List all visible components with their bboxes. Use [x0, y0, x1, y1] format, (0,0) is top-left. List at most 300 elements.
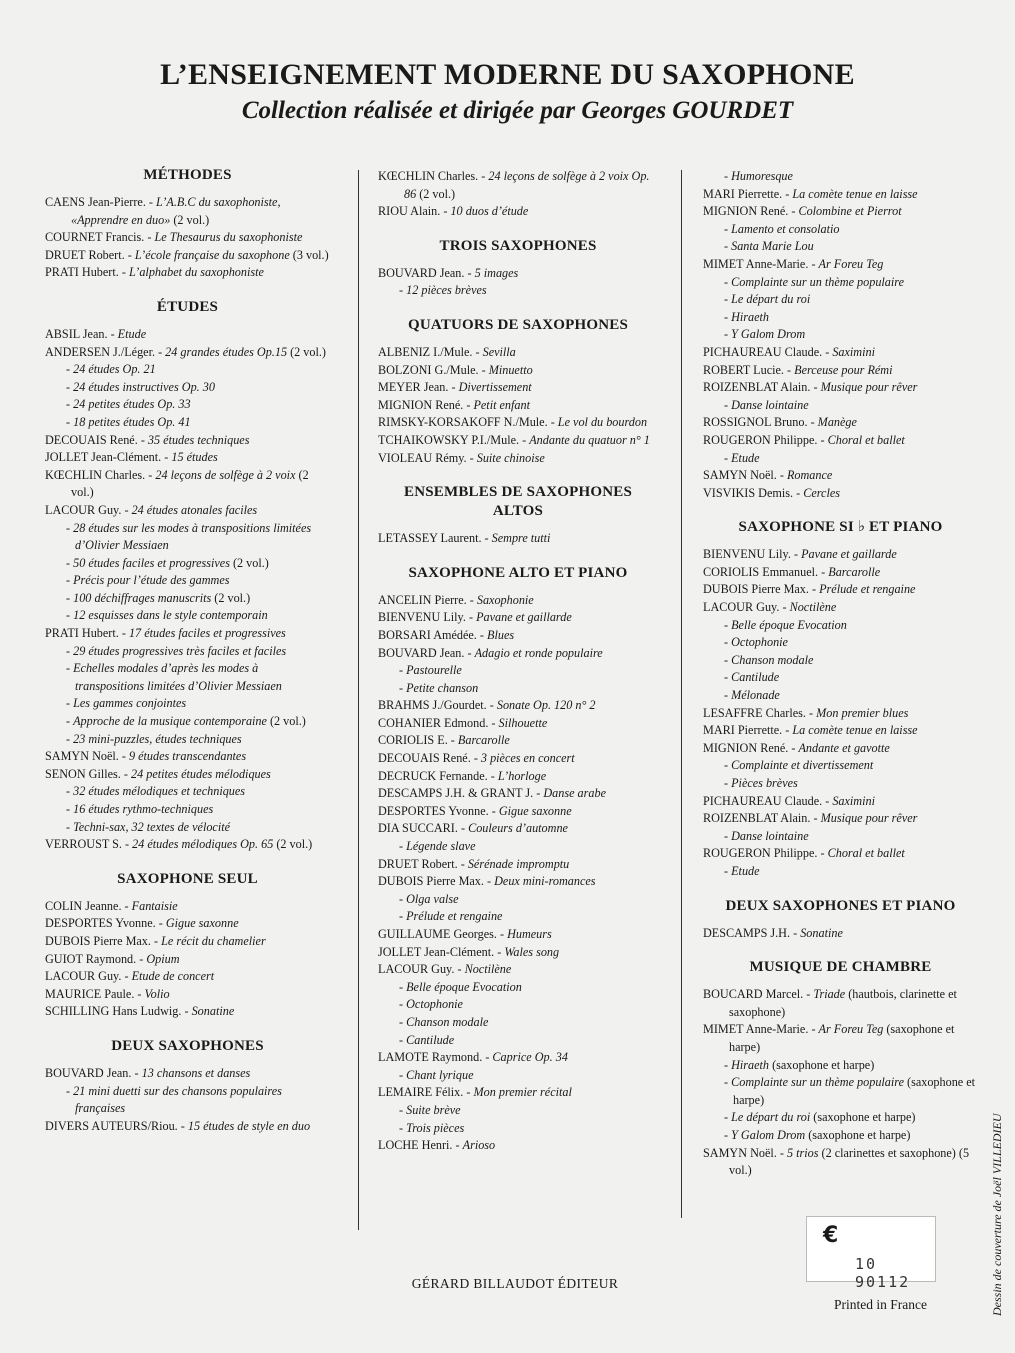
- composer-name: KŒCHLIN Charles.: [378, 169, 479, 183]
- catalog-subentry: - 23 mini-puzzles, études techniques: [66, 731, 242, 746]
- volume-note: (2 vol.): [276, 837, 313, 852]
- catalog-entry: ANCELIN Pierre. - Saxophonie: [378, 592, 534, 607]
- work-title: Petite chanson: [406, 680, 479, 695]
- catalog-entry: LACOUR Guy. - Noctilène: [378, 962, 512, 977]
- work-title: 24 études mélodiques Op. 65: [132, 837, 274, 852]
- composer-name: SAMYN Noël.: [703, 468, 777, 483]
- work-title: Gigue saxonne: [165, 916, 239, 931]
- work-title: L’A.B.C du saxophoniste, «Apprendre en duo»: [71, 195, 281, 227]
- composer-name: DUBOIS Pierre Max.: [703, 582, 809, 597]
- work-title: 24 grandes études Op.15: [165, 344, 288, 359]
- catalog-entry: SENON Gilles. - 24 petites études mélodiques: [45, 766, 271, 781]
- work-title: Noctilène: [464, 962, 512, 977]
- work-title: Chanson modale: [731, 652, 814, 667]
- composer-name: ANCELIN Pierre.: [378, 592, 467, 607]
- work-title: Hiraeth: [731, 1057, 770, 1072]
- catalog-subentry: - Chanson modale: [724, 652, 814, 667]
- work-title: Etude de concert: [131, 969, 215, 984]
- work-title: Le Thesaurus du saxophoniste: [154, 230, 303, 245]
- work-title: Choral et ballet: [827, 432, 905, 447]
- work-title: Hiraeth: [731, 309, 770, 324]
- work-title: Suite brève: [406, 1102, 461, 1117]
- work-title: Santa Marie Lou: [731, 239, 814, 254]
- catalog-entry: PICHAUREAU Claude. - Saximini: [703, 793, 875, 808]
- work-title: Sonatine: [191, 1004, 235, 1019]
- section-heading: ÉTUDES: [156, 298, 219, 315]
- composer-name: MEYER Jean.: [378, 380, 449, 395]
- work-title: 9 études transcendantes: [128, 749, 247, 764]
- work-title: Le départ du roi: [731, 292, 811, 307]
- composer-name: LACOUR Guy.: [45, 502, 122, 517]
- section-heading: SAXOPHONE SI ♭ ET PIANO: [738, 519, 943, 536]
- volume-note: (saxophone et harpe): [733, 1075, 976, 1107]
- work-title: 5 trios: [786, 1145, 819, 1160]
- catalog-entry: MIMET Anne-Marie. - Ar Foreu Teg: [703, 256, 884, 271]
- composer-name: DUBOIS Pierre Max.: [45, 933, 151, 948]
- work-title: Noctilène: [789, 600, 837, 615]
- composer-name: DUBOIS Pierre Max.: [378, 874, 484, 889]
- catalog-entry: COURNET Francis. - Le Thesaurus du saxophoniste: [45, 230, 303, 245]
- catalog-subentry: - 12 pièces brèves: [399, 283, 487, 298]
- composer-name: DRUET Robert.: [45, 247, 125, 262]
- work-title: 24 études instructives Op. 30: [73, 379, 215, 394]
- catalog-entry: MEYER Jean. - Divertissement: [378, 380, 532, 395]
- work-title: Andante du quatuor n° 1: [529, 432, 650, 447]
- composer-name: DRUET Robert.: [378, 856, 458, 871]
- work-title: 18 petites études Op. 41: [73, 414, 191, 429]
- catalog-entry: MIGNION René. - Colombine et Pierrot: [703, 204, 902, 219]
- catalog-entry: MAURICE Paule. - Volio: [45, 986, 170, 1001]
- composer-name: LETASSEY Laurent.: [378, 531, 482, 546]
- work-title: Pavane et gaillarde: [476, 610, 572, 625]
- volume-note: (2 clarinettes et saxophone) (5 vol.): [729, 1145, 970, 1178]
- work-title: Complainte sur un thème populaire: [731, 1075, 904, 1090]
- catalog-subentry: - Complainte sur un thème populaire: [724, 274, 904, 289]
- catalog-entry: DRUET Robert. - Sérénade impromptu: [378, 856, 570, 871]
- work-title: Sonatine: [800, 925, 843, 940]
- work-title: Fantaisie: [131, 898, 178, 913]
- composer-name: MARI Pierrette.: [703, 723, 783, 738]
- section-heading: QUATUORS DE SAXOPHONES: [408, 316, 628, 333]
- euro-symbol: €: [823, 1223, 839, 1248]
- catalog-subentry: - Techni-sax, 32 textes de vélocité: [66, 819, 231, 834]
- volume-note: (2 vol.): [214, 590, 251, 605]
- composer-name: LACOUR Guy.: [45, 969, 122, 984]
- catalog-subentry: - Précis pour l’étude des gammes: [66, 573, 230, 588]
- composer-name: PRATI Hubert.: [45, 626, 119, 641]
- composer-name: VERROUST S.: [45, 837, 122, 852]
- section-heading: TROIS SAXOPHONES: [439, 237, 597, 254]
- catalog-entry: BOUVARD Jean. - 13 chansons et danses: [45, 1065, 251, 1080]
- work-title: Techni-sax, 32 textes de vélocité: [73, 819, 231, 834]
- catalog-entry: VERROUST S. - 24 études mélodiques Op. 65 (2 vol.): [45, 837, 313, 852]
- work-title: Colombine et Pierrot: [798, 204, 902, 219]
- work-title: 12 pièces brèves: [406, 283, 487, 298]
- page-title: L’ENSEIGNEMENT MODERNE DU SAXOPHONE: [160, 58, 855, 91]
- catalog-entry: COLIN Jeanne. - Fantaisie: [45, 898, 178, 913]
- catalog-subentry: - Olga valse: [399, 891, 459, 906]
- catalog-entry: LETASSEY Laurent. - Sempre tutti: [378, 531, 551, 546]
- composer-name: MIGNION René.: [703, 740, 789, 755]
- catalog-subentry: - Le départ du roi: [724, 292, 811, 307]
- catalog-subentry: - Y Galom Drom (saxophone et harpe): [724, 1127, 911, 1142]
- catalog-entry: COHANIER Edmond. - Silhouette: [378, 715, 548, 730]
- work-title: Danse lointaine: [731, 397, 809, 412]
- work-title: Adagio et ronde populaire: [474, 645, 603, 660]
- section-heading: DEUX SAXOPHONES ET PIANO: [725, 897, 956, 914]
- catalog-subentry: - Etude: [724, 863, 760, 878]
- work-title: Caprice Op. 34: [492, 1050, 568, 1065]
- catalog-entry: ROUGERON Philippe. - Choral et ballet: [703, 846, 905, 861]
- work-title: Gigue saxonne: [498, 803, 572, 818]
- volume-note: (2 vol.): [71, 467, 309, 500]
- work-title: Y Galom Drom: [731, 1127, 806, 1142]
- work-title: 15 études de style en duo: [187, 1118, 311, 1133]
- catalog-subentry: - Belle époque Evocation: [724, 617, 847, 632]
- composer-name: DECOUAIS René.: [378, 751, 471, 766]
- work-title: Mélonade: [731, 688, 780, 703]
- catalog-entry: DIVERS AUTEURS/Riou. - 15 études de style en duo: [45, 1118, 311, 1133]
- composer-name: PRATI Hubert.: [45, 265, 119, 280]
- composer-name: BOUVARD Jean.: [378, 645, 465, 660]
- catalog-entry: ALBENIZ I./Mule. - Sevilla: [378, 344, 516, 359]
- work-title: La comète tenue en laisse: [792, 186, 918, 201]
- work-title: Etude: [731, 863, 760, 878]
- catalog-entry: GUIOT Raymond. - Opium: [45, 951, 180, 966]
- catalog-entry: MARI Pierrette. - La comète tenue en laisse: [703, 723, 918, 738]
- work-title: 23 mini-puzzles, études techniques: [73, 731, 242, 746]
- catalog-entry: BIENVENU Lily. - Pavane et gaillarde: [703, 547, 897, 562]
- work-title: Précis pour l’étude des gammes: [73, 573, 230, 588]
- printed-in: Printed in France: [834, 1297, 927, 1312]
- catalog-subentry: - 29 études progressives très faciles et faciles: [66, 643, 287, 658]
- catalog-subentry: - Humoresque: [724, 169, 793, 183]
- volume-note: (saxophone et harpe): [772, 1057, 875, 1072]
- composer-name: DECOUAIS René.: [45, 432, 138, 447]
- composer-name: DECRUCK Fernande.: [378, 768, 488, 783]
- work-title: 24 leçons de solfège à 2 voix Op. 86: [404, 169, 650, 201]
- work-title: L’horloge: [497, 768, 547, 783]
- composer-name: ANDERSEN J./Léger.: [45, 344, 156, 359]
- catalog-entry: BRAHMS J./Gourdet. - Sonate Op. 120 n° 2: [378, 698, 596, 713]
- catalog-subentry: - Pièces brèves: [724, 776, 798, 790]
- catalog-entry: JOLLET Jean-Clément. - 15 études: [45, 450, 218, 465]
- composer-name: MIMET Anne-Marie.: [703, 1022, 809, 1037]
- catalog-subentry: - 24 petites études Op. 33: [66, 397, 191, 412]
- catalog-entry: GUILLAUME Georges. - Humeurs: [378, 927, 552, 941]
- catalog-entry: DUBOIS Pierre Max. - Le récit du chamelier: [45, 933, 266, 948]
- volume-note: (2 vol.): [419, 186, 456, 201]
- work-title: Approche de la musique contemporaine: [73, 714, 267, 729]
- catalog-subentry: - Danse lointaine: [724, 397, 809, 412]
- composer-name: RIOU Alain.: [378, 204, 441, 219]
- catalog-subentry: - Belle époque Evocation: [399, 979, 522, 994]
- work-title: Complainte sur un thème populaire: [731, 274, 904, 289]
- section-heading: SAXOPHONE SEUL: [117, 870, 258, 887]
- catalog-entry: RIOU Alain. - 10 duos d’étude: [378, 204, 529, 219]
- work-title: 35 études techniques: [147, 432, 250, 447]
- catalog-entry: PRATI Hubert. - L’alphabet du saxophoniste: [45, 265, 264, 280]
- cover-credit: Dessin de couverture de Joël VILLEDIEU: [990, 1113, 1004, 1316]
- work-title: Sempre tutti: [491, 531, 551, 546]
- work-title: 5 images: [474, 265, 519, 280]
- work-title: Olga valse: [406, 891, 459, 906]
- composer-name: CORIOLIS Emmanuel.: [703, 564, 819, 579]
- catalog-entry: PRATI Hubert. - 17 études faciles et progressives: [45, 626, 286, 641]
- catalog-entry: DRUET Robert. - L’école française du saxophone (3 vol.): [45, 247, 329, 262]
- work-title: Blues: [487, 627, 515, 642]
- catalog-entry: DESCAMPS J.H. & GRANT J. - Danse arabe: [378, 786, 606, 801]
- work-title: Triade: [813, 987, 846, 1002]
- work-title: 21 mini duetti sur des chansons populaires françaises: [73, 1083, 282, 1116]
- composer-name: DIA SUCCARI.: [378, 821, 458, 836]
- work-title: 24 petites études mélodiques: [131, 766, 271, 781]
- work-title: Octophonie: [731, 635, 788, 650]
- work-title: Y Galom Drom: [731, 327, 806, 342]
- work-title: Saximini: [832, 344, 875, 359]
- catalog-entry: DESPORTES Yvonne. - Gigue saxonne: [45, 916, 239, 931]
- work-title: 16 études rythmo-techniques: [73, 802, 214, 816]
- composer-name: KŒCHLIN Charles.: [45, 467, 146, 482]
- catalog-entry: BOUVARD Jean. - 5 images: [378, 265, 519, 280]
- composer-name: VIOLEAU Rémy.: [378, 450, 467, 465]
- composer-name: COURNET Francis.: [45, 230, 145, 245]
- catalog-subentry: - Mélonade: [724, 688, 780, 703]
- composer-name: JOLLET Jean-Clément.: [378, 944, 495, 959]
- catalog-entry: ANDERSEN J./Léger. - 24 grandes études Op.15 (2 vol.): [45, 344, 326, 359]
- work-title: Barcarolle: [828, 564, 881, 579]
- catalog-entry: KŒCHLIN Charles. - 24 leçons de solfège à 2 voix Op. 86 (2 vol.): [378, 169, 650, 201]
- work-title: 24 petites études Op. 33: [73, 397, 191, 412]
- work-title: Belle époque Evocation: [731, 617, 847, 632]
- volume-note: (2 vol.): [290, 344, 326, 359]
- catalog-entry: MARI Pierrette. - La comète tenue en laisse: [703, 186, 918, 201]
- catalog-subentry: - Les gammes conjointes: [66, 696, 187, 711]
- work-title: Légende slave: [406, 839, 476, 854]
- catalog-subentry: - Chanson modale: [399, 1014, 489, 1029]
- composer-name: MARI Pierrette.: [703, 186, 783, 201]
- work-title: Andante et gavotte: [798, 740, 890, 755]
- work-title: Sérénade impromptu: [467, 856, 570, 871]
- work-title: Mon premier récital: [473, 1085, 572, 1100]
- work-title: La comète tenue en laisse: [792, 723, 918, 738]
- composer-name: BOUVARD Jean.: [45, 1065, 132, 1080]
- composer-name: LACOUR Guy.: [378, 962, 455, 977]
- composer-name: ROSSIGNOL Bruno.: [703, 415, 808, 430]
- work-title: Prélude et rengaine: [406, 909, 503, 924]
- work-title: Chanson modale: [406, 1014, 489, 1029]
- catalog-entry: SAMYN Noël. - Romance: [703, 468, 833, 483]
- catalog-entry: JOLLET Jean-Clément. - Wales song: [378, 944, 560, 959]
- composer-name: ALBENIZ I./Mule.: [378, 344, 473, 359]
- catalog-subentry: - 24 études Op. 21: [66, 362, 156, 377]
- catalog-entry: DESPORTES Yvonne. - Gigue saxonne: [378, 803, 572, 818]
- catalog-entry: DUBOIS Pierre Max. - Prélude et rengaine: [703, 582, 916, 597]
- catalog-subentry: - Lamento et consolatio: [724, 221, 840, 236]
- catalog-entry: MIGNION René. - Petit enfant: [378, 397, 530, 412]
- catalog-column-3: [703, 168, 978, 1190]
- composer-name: MIGNION René.: [703, 204, 789, 219]
- catalog-subentry: - Suite brève: [399, 1102, 461, 1117]
- composer-name: GUIOT Raymond.: [45, 951, 137, 966]
- catalog-entry: LACOUR Guy. - Etude de concert: [45, 969, 215, 984]
- catalog-entry: DECOUAIS René. - 3 pièces en concert: [378, 751, 575, 766]
- work-title: Divertissement: [458, 380, 532, 395]
- composer-name: BOUCARD Marcel.: [703, 987, 804, 1002]
- composer-name: LACOUR Guy.: [703, 600, 780, 615]
- catalog-entry: LACOUR Guy. - Noctilène: [703, 600, 837, 615]
- work-title: Saxophonie: [476, 592, 534, 607]
- work-title: 13 chansons et danses: [141, 1065, 251, 1080]
- section-heading: MUSIQUE DE CHAMBRE: [749, 959, 932, 976]
- work-title: Les gammes conjointes: [73, 696, 187, 711]
- catalog-entry: DECOUAIS René. - 35 études techniques: [45, 432, 250, 447]
- work-title: Romance: [786, 468, 833, 483]
- catalog-entry: KŒCHLIN Charles. - 24 leçons de solfège à 2 voix (2 vol.): [45, 467, 309, 500]
- catalog-subentry: - Octophonie: [724, 635, 788, 650]
- work-title: Deux mini-romances: [494, 874, 596, 889]
- work-title: Sevilla: [482, 344, 516, 359]
- work-title: Barcarolle: [457, 733, 510, 748]
- work-title: Mon premier blues: [816, 705, 909, 720]
- catalog-entry: ROSSIGNOL Bruno. - Manège: [703, 415, 857, 430]
- work-title: 15 études: [171, 450, 218, 465]
- work-title: Danse lointaine: [731, 828, 809, 843]
- volume-note: (2 vol.): [232, 555, 269, 570]
- composer-name: ROBERT Lucie.: [703, 362, 784, 377]
- composer-name: MAURICE Paule.: [45, 986, 135, 1001]
- composer-name: ROIZENBLAT Alain.: [703, 811, 811, 826]
- catalog-subentry: - Hiraeth: [724, 309, 770, 324]
- catalog-subentry: - Prélude et rengaine: [399, 909, 503, 924]
- work-title: Le départ du roi: [731, 1110, 811, 1125]
- catalog-subentry: - 18 petites études Op. 41: [66, 414, 191, 429]
- composer-name: BOLZONI G./Mule.: [378, 362, 479, 377]
- composer-name: ABSIL Jean.: [45, 326, 108, 341]
- catalog-entry: SCHILLING Hans Ludwig. - Sonatine: [45, 1004, 235, 1019]
- composer-name: VISVIKIS Demis.: [703, 485, 794, 500]
- volume-note: (saxophone et harpe): [808, 1127, 911, 1142]
- composer-name: COLIN Jeanne.: [45, 898, 122, 913]
- work-title: Complainte et divertissement: [731, 758, 874, 773]
- catalog-entry: LAMOTE Raymond. - Caprice Op. 34: [378, 1050, 568, 1065]
- catalog-entry: ROBERT Lucie. - Berceuse pour Rémi: [703, 362, 893, 377]
- composer-name: DESPORTES Yvonne.: [378, 803, 489, 818]
- catalog-entry: DESCAMPS J.H. - Sonatine: [703, 925, 843, 940]
- volume-note: (hautbois, clarinette et saxophone): [729, 987, 957, 1019]
- catalog-subentry: - Le départ du roi (saxophone et harpe): [724, 1110, 916, 1125]
- publisher-name: GÉRARD BILLAUDOT ÉDITEUR: [411, 1276, 619, 1291]
- catalog-subentry: - 100 déchiffrages manuscrits (2 vol.): [66, 590, 251, 605]
- section-heading: ENSEMBLES DE SAXOPHONES ALTOS: [404, 484, 632, 520]
- work-title: L’école française du saxophone: [134, 247, 290, 262]
- catalog-entry: ROUGERON Philippe. - Choral et ballet: [703, 432, 905, 447]
- catalog-entry: CAENS Jean-Pierre. - L’A.B.C du saxophoniste, «Apprendre en duo» (2 vol.): [45, 195, 281, 227]
- work-title: Echelles modales d’après les modes à transpositions limitées d’Olivier Messiaen: [73, 661, 282, 693]
- volume-note: (2 vol.): [173, 212, 210, 227]
- catalog-column-1: [45, 160, 330, 1145]
- work-title: Musique pour rêver: [820, 811, 918, 826]
- catalog-entry: VIOLEAU Rémy. - Suite chinoise: [378, 450, 545, 465]
- catalog-entry: LESAFFRE Charles. - Mon premier blues: [703, 705, 909, 720]
- catalog-subentry: - Trois pièces: [399, 1120, 465, 1135]
- catalog-entry: DECRUCK Fernande. - L’horloge: [378, 768, 547, 783]
- work-title: Trois pièces: [406, 1120, 465, 1135]
- composer-name: LAMOTE Raymond.: [378, 1050, 483, 1065]
- composer-name: SAMYN Noël.: [45, 749, 119, 764]
- catalog-entry: ROIZENBLAT Alain. - Musique pour rêver: [703, 811, 918, 826]
- catalog-entry: ABSIL Jean. - Etude: [45, 326, 147, 341]
- section-heading: DEUX SAXOPHONES: [111, 1037, 264, 1054]
- work-title: Le vol du bourdon: [557, 415, 648, 430]
- work-title: Cantilude: [731, 670, 780, 685]
- catalog-entry: BIENVENU Lily. - Pavane et gaillarde: [378, 610, 572, 625]
- catalog-column-2: [378, 168, 658, 1165]
- work-title: Humeurs: [507, 927, 552, 941]
- work-title: L’alphabet du saxophoniste: [128, 265, 264, 280]
- catalog-subentry: - Santa Marie Lou: [724, 239, 814, 254]
- section-heading: MÉTHODES: [143, 167, 232, 183]
- price-sticker: [806, 1216, 936, 1291]
- catalog-entry: CORIOLIS Emmanuel. - Barcarolle: [703, 564, 881, 579]
- work-title: Pastourelle: [406, 663, 462, 678]
- composer-name: CAENS Jean-Pierre.: [45, 195, 146, 209]
- composer-name: ROIZENBLAT Alain.: [703, 380, 811, 395]
- catalog-subentry: - Etude: [724, 450, 760, 465]
- work-title: Danse arabe: [543, 786, 606, 801]
- work-title: Wales song: [504, 944, 560, 959]
- catalog-subentry: - Approche de la musique contemporaine (2 vol.): [66, 714, 306, 729]
- catalog-entry: CORIOLIS E. - Barcarolle: [378, 733, 510, 748]
- catalog-subentry: - Y Galom Drom: [724, 327, 806, 342]
- composer-name: DESPORTES Yvonne.: [45, 916, 156, 931]
- work-title: Musique pour rêver: [820, 380, 918, 395]
- catalog-entry: TCHAIKOWSKY P.I./Mule. - Andante du quatuor n° 1: [378, 432, 650, 447]
- composer-name: BRAHMS J./Gourdet.: [378, 698, 487, 713]
- catalog-subentry: - 24 études instructives Op. 30: [66, 379, 215, 394]
- catalog-subentry: - Chant lyrique: [399, 1067, 474, 1082]
- catalog-entry: BORSARI Amédée. - Blues: [378, 627, 515, 642]
- work-title: Etude: [117, 326, 147, 341]
- work-title: Le récit du chamelier: [161, 933, 266, 948]
- composer-name: DIVERS AUTEURS/Riou.: [45, 1118, 178, 1133]
- work-title: 50 études faciles et progressives: [73, 555, 230, 570]
- column-divider: [358, 170, 359, 1230]
- catalog-subentry: - Cantilude: [724, 670, 780, 685]
- catalog-subentry: - 32 études mélodiques et techniques: [66, 784, 246, 799]
- work-title: 3 pièces en concert: [480, 751, 575, 766]
- composer-name: ROUGERON Philippe.: [703, 846, 818, 861]
- catalog-entry: MIMET Anne-Marie. - Ar Foreu Teg (saxophone et harpe): [703, 1022, 955, 1054]
- work-title: Chant lyrique: [406, 1067, 474, 1082]
- work-title: Arioso: [462, 1138, 496, 1153]
- work-title: Pièces brèves: [731, 776, 798, 790]
- volume-note: (3 vol.): [292, 247, 329, 262]
- work-title: Etude: [731, 450, 760, 465]
- section-heading: SAXOPHONE ALTO ET PIANO: [408, 564, 628, 581]
- work-title: 24 études Op. 21: [73, 362, 156, 377]
- work-title: 29 études progressives très faciles et faciles: [73, 643, 287, 658]
- work-title: Octophonie: [406, 997, 463, 1012]
- work-title: Cercles: [803, 485, 840, 500]
- work-title: Petit enfant: [473, 397, 530, 412]
- work-title: Humoresque: [731, 169, 793, 183]
- composer-name: DESCAMPS J.H. & GRANT J.: [378, 786, 534, 801]
- volume-note: (2 vol.): [269, 714, 306, 729]
- work-title: Couleurs d’automne: [468, 821, 568, 836]
- catalog-subentry: - Octophonie: [399, 997, 463, 1012]
- volume-note: (saxophone et harpe): [813, 1110, 916, 1125]
